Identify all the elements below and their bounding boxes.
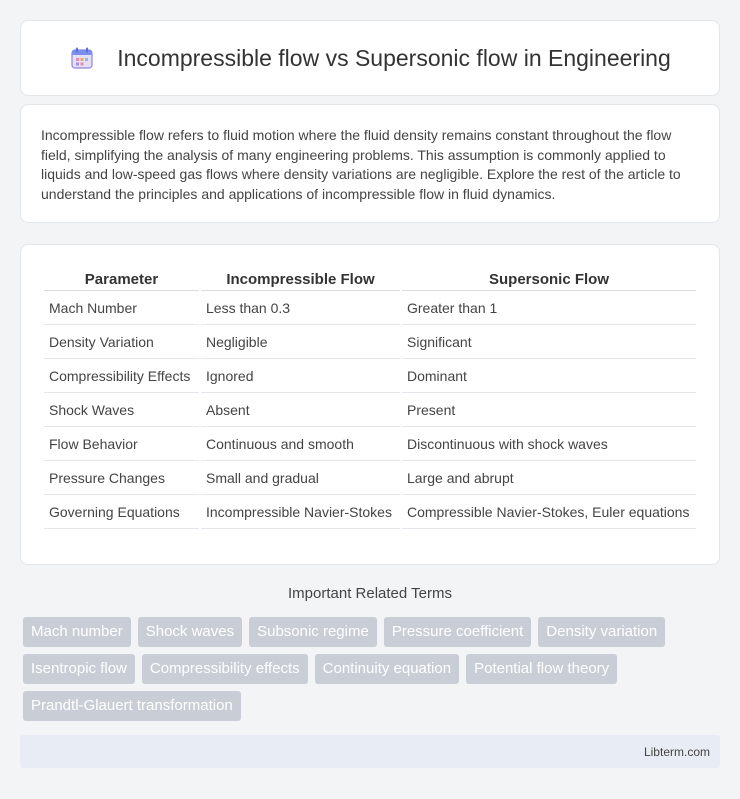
related-term-tag[interactable]: Mach number xyxy=(23,617,131,647)
table-header-row xyxy=(44,268,696,291)
table-row xyxy=(44,429,696,461)
related-term-tag[interactable]: Potential flow theory xyxy=(466,654,617,684)
related-term-tag[interactable]: Isentropic flow xyxy=(23,654,135,684)
related-term-tag[interactable]: Compressibility effects xyxy=(142,654,308,684)
footer-site-link[interactable]: Libterm.com xyxy=(643,744,710,759)
table-cell: Incompressible Navier-Stokes xyxy=(201,497,400,529)
table-cell: Compressibility Effects xyxy=(44,361,199,393)
table-cell: Ignored xyxy=(201,361,400,393)
comparison-table xyxy=(42,266,698,531)
table-row xyxy=(44,293,696,325)
related-term-tag[interactable]: Subsonic regime xyxy=(249,617,377,647)
table-row xyxy=(44,497,696,529)
table-row xyxy=(44,463,696,495)
table-cell: Continuous and smooth xyxy=(201,429,400,461)
intro-text: Incompressible flow refers to fluid motion where the fluid density remains constant throughout the flow field, simplifying the analysis of many engineering problems. This assumption is commonly applied to liquids and low-speed gas flows where density variations are negligible. Explore the rest of the article to understand the principles and applications of incompressible flow in fluid dynamics. xyxy=(41,127,681,202)
table-cell: Shock Waves xyxy=(44,395,199,427)
table-cell: Small and gradual xyxy=(201,463,400,495)
table-row xyxy=(44,361,696,393)
table-cell: Present xyxy=(402,395,696,427)
table-cell: Density Variation xyxy=(44,327,199,359)
related-term-tag[interactable]: Continuity equation xyxy=(315,654,459,684)
header-card xyxy=(20,20,720,96)
table-cell: Discontinuous with shock waves xyxy=(402,429,696,461)
column-header-parameter: Parameter xyxy=(44,268,199,291)
table-cell: Compressible Navier-Stokes, Euler equations xyxy=(402,497,696,529)
table-cell: Negligible xyxy=(201,327,400,359)
related-term-tag[interactable]: Shock waves xyxy=(138,617,242,647)
table-cell: Significant xyxy=(402,327,696,359)
table-cell: Large and abrupt xyxy=(402,463,696,495)
table-cell: Flow Behavior xyxy=(44,429,199,461)
column-header-supersonic: Supersonic Flow xyxy=(402,268,696,291)
table-cell: Greater than 1 xyxy=(402,293,696,325)
comparison-table-card xyxy=(20,244,720,565)
calendar-icon xyxy=(69,45,95,71)
table-cell: Less than 0.3 xyxy=(201,293,400,325)
column-header-incompressible: Incompressible Flow xyxy=(201,268,400,291)
related-term-tag[interactable]: Density variation xyxy=(538,617,665,647)
table-cell: Pressure Changes xyxy=(44,463,199,495)
table-cell: Dominant xyxy=(402,361,696,393)
intro-card xyxy=(20,104,720,223)
table-row xyxy=(44,327,696,359)
footer xyxy=(20,735,720,768)
related-term-tag[interactable]: Prandtl-Glauert transformation xyxy=(23,691,241,721)
table-row xyxy=(44,395,696,427)
table-cell: Governing Equations xyxy=(44,497,199,529)
related-term-tag[interactable]: Pressure coefficient xyxy=(384,617,531,647)
page-title: Incompressible flow vs Supersonic flow in Engineering xyxy=(117,44,671,71)
table-cell: Mach Number xyxy=(44,293,199,325)
table-cell: Absent xyxy=(201,395,400,427)
related-terms-title: Important Related Terms xyxy=(288,585,452,602)
related-terms-list xyxy=(23,617,723,721)
